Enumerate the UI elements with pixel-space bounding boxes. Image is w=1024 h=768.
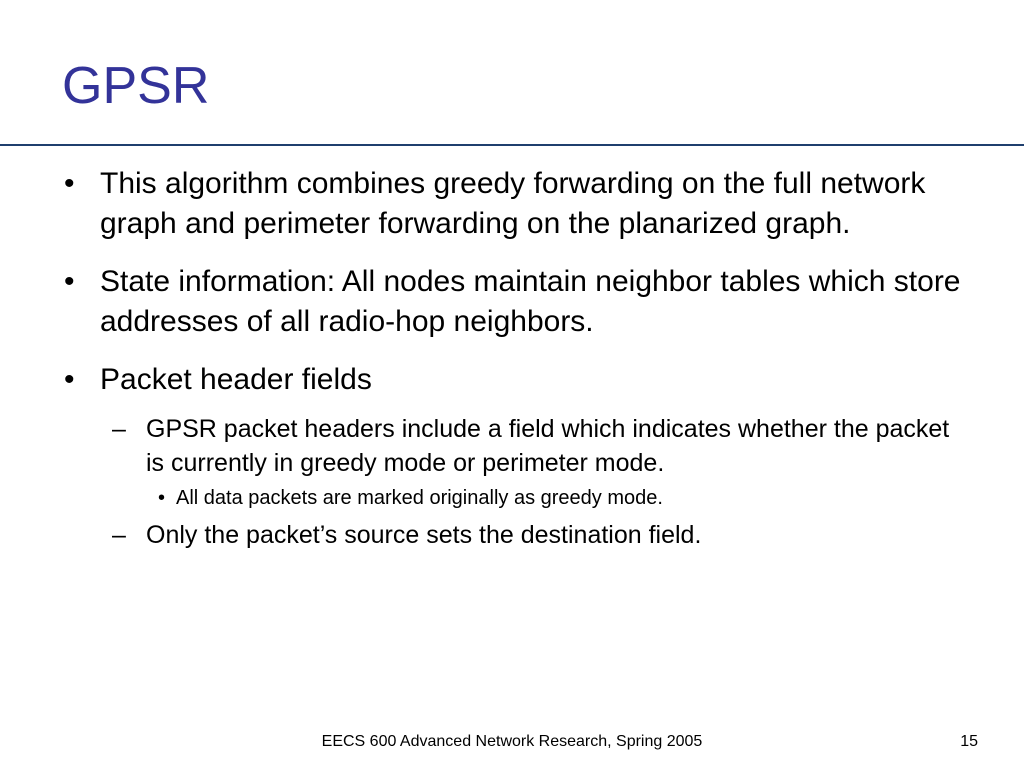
dash-icon: – <box>112 415 126 443</box>
bullet-icon: • <box>158 487 166 509</box>
footer-text: EECS 600 Advanced Network Research, Spring 2005 <box>321 733 703 750</box>
bullet-item <box>64 262 964 342</box>
sub-bullet-item <box>64 518 964 552</box>
sub-sub-bullet-text: All data packets are marked originally as greedy mode. <box>176 487 663 509</box>
slide-content <box>64 164 964 564</box>
page-number: 15 <box>960 733 978 750</box>
title-divider <box>0 144 1024 146</box>
bullet-text: Packet header fields <box>100 363 372 396</box>
bullet-icon: • <box>64 167 75 200</box>
bullet-item <box>64 164 964 244</box>
dash-icon: – <box>112 521 126 549</box>
bullet-text: This algorithm combines greedy forwarding on the full network graph and perimeter forwarding on the planarized graph. <box>100 167 926 240</box>
bullet-item <box>64 360 964 400</box>
bullet-icon: • <box>64 363 75 396</box>
bullet-text: State information: All nodes maintain neighbor tables which store addresses of all radio-hop neighbors. <box>100 265 961 338</box>
slide-title: GPSR <box>62 57 210 115</box>
bullet-icon: • <box>64 265 75 298</box>
sub-bullet-item <box>64 412 964 480</box>
sub-bullet-text: Only the packet’s source sets the destination field. <box>146 521 702 549</box>
sub-bullet-text: GPSR packet headers include a field which indicates whether the packet is currently in greedy mode or perimeter mode. <box>146 415 950 477</box>
sub-sub-bullet-item <box>64 484 964 512</box>
